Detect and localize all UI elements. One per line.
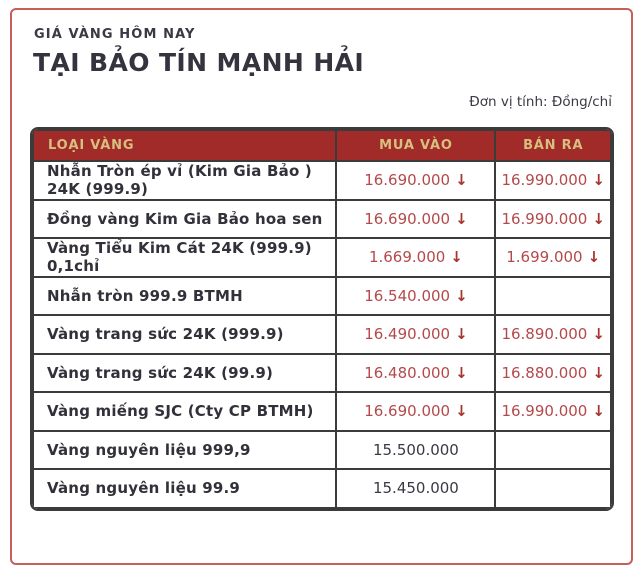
gold-price-card [10, 8, 633, 565]
down-arrow-icon: ↓ [592, 402, 605, 421]
buy-price-value: 16.540.000 [364, 286, 451, 305]
sell-price-cell [495, 315, 611, 354]
sell-price-value: 16.880.000 [501, 363, 588, 382]
gold-type-cell: Đồng vàng Kim Gia Bảo hoa sen [33, 200, 336, 239]
gold-price-table [30, 127, 614, 511]
table-body [33, 161, 611, 508]
table-row [33, 469, 611, 508]
sell-price-cell [495, 238, 611, 277]
table-row [33, 277, 611, 316]
buy-price-cell [336, 431, 495, 470]
buy-price-value: 1.669.000 [368, 248, 446, 267]
down-arrow-icon: ↓ [455, 325, 468, 344]
down-arrow-icon: ↓ [592, 325, 605, 344]
buy-price-cell [336, 200, 495, 239]
buy-price-value: 16.490.000 [364, 325, 451, 344]
down-arrow-icon: ↓ [592, 209, 605, 228]
down-arrow-icon: ↓ [455, 171, 468, 190]
sell-price-cell [495, 431, 611, 470]
table-row [33, 315, 611, 354]
sell-price-cell [495, 392, 611, 431]
buy-price-value: 16.480.000 [364, 363, 451, 382]
sell-price-cell [495, 161, 611, 200]
col-header-sell: BÁN RA [495, 130, 611, 161]
buy-price-value: 16.690.000 [364, 209, 451, 228]
table-header-row [33, 130, 611, 161]
sell-price-value: 16.990.000 [501, 171, 588, 190]
gold-type-cell: Vàng nguyên liệu 999,9 [33, 431, 336, 470]
buy-price-value: 15.500.000 [372, 440, 459, 459]
down-arrow-icon: ↓ [455, 363, 468, 382]
buy-price-cell [336, 238, 495, 277]
down-arrow-icon: ↓ [455, 286, 468, 305]
buy-price-value: 16.690.000 [364, 402, 451, 421]
sell-price-value: 1.699.000 [506, 248, 583, 267]
sell-price-value: 16.990.000 [501, 209, 588, 228]
table-row [33, 238, 611, 277]
table-row [33, 392, 611, 431]
gold-type-cell: Nhẫn Tròn ép vỉ (Kim Gia Bảo ) 24K (999.9) [33, 161, 336, 200]
buy-price-cell [336, 469, 495, 508]
down-arrow-icon: ↓ [592, 171, 605, 190]
buy-price-cell [336, 392, 495, 431]
col-header-buy: MUA VÀO [336, 130, 495, 161]
sell-price-cell [495, 277, 611, 316]
gold-type-cell: Nhẫn tròn 999.9 BTMH [33, 277, 336, 316]
gold-type-cell: Vàng Tiểu Kim Cát 24K (999.9) 0,1chỉ [33, 238, 336, 277]
page-title: TẠI BẢO TÍN MẠNH HẢI [33, 48, 365, 77]
gold-type-cell: Vàng nguyên liệu 99.9 [33, 469, 336, 508]
buy-price-cell [336, 315, 495, 354]
gold-type-cell: Vàng trang sức 24K (999.9) [33, 315, 336, 354]
sell-price-cell [495, 469, 611, 508]
page-eyebrow: GIÁ VÀNG HÔM NAY [34, 27, 196, 42]
down-arrow-icon: ↓ [587, 248, 601, 267]
unit-note: Đơn vị tính: Đồng/chỉ [469, 94, 612, 110]
table-row [33, 431, 611, 470]
buy-price-cell [336, 354, 495, 393]
down-arrow-icon: ↓ [455, 402, 468, 421]
sell-price-value: 16.990.000 [501, 402, 588, 421]
table-row [33, 200, 611, 239]
table-row [33, 161, 611, 200]
down-arrow-icon: ↓ [455, 209, 468, 228]
table-row [33, 354, 611, 393]
sell-price-cell [495, 354, 611, 393]
col-header-gold-type: LOẠI VÀNG [33, 130, 336, 161]
buy-price-value: 15.450.000 [372, 479, 459, 498]
buy-price-cell [336, 161, 495, 200]
buy-price-cell [336, 277, 495, 316]
gold-type-cell: Vàng trang sức 24K (99.9) [33, 354, 336, 393]
sell-price-value: 16.890.000 [501, 325, 588, 344]
down-arrow-icon: ↓ [450, 248, 463, 267]
buy-price-value: 16.690.000 [364, 171, 451, 190]
gold-type-cell: Vàng miếng SJC (Cty CP BTMH) [33, 392, 336, 431]
sell-price-cell [495, 200, 611, 239]
down-arrow-icon: ↓ [592, 363, 605, 382]
